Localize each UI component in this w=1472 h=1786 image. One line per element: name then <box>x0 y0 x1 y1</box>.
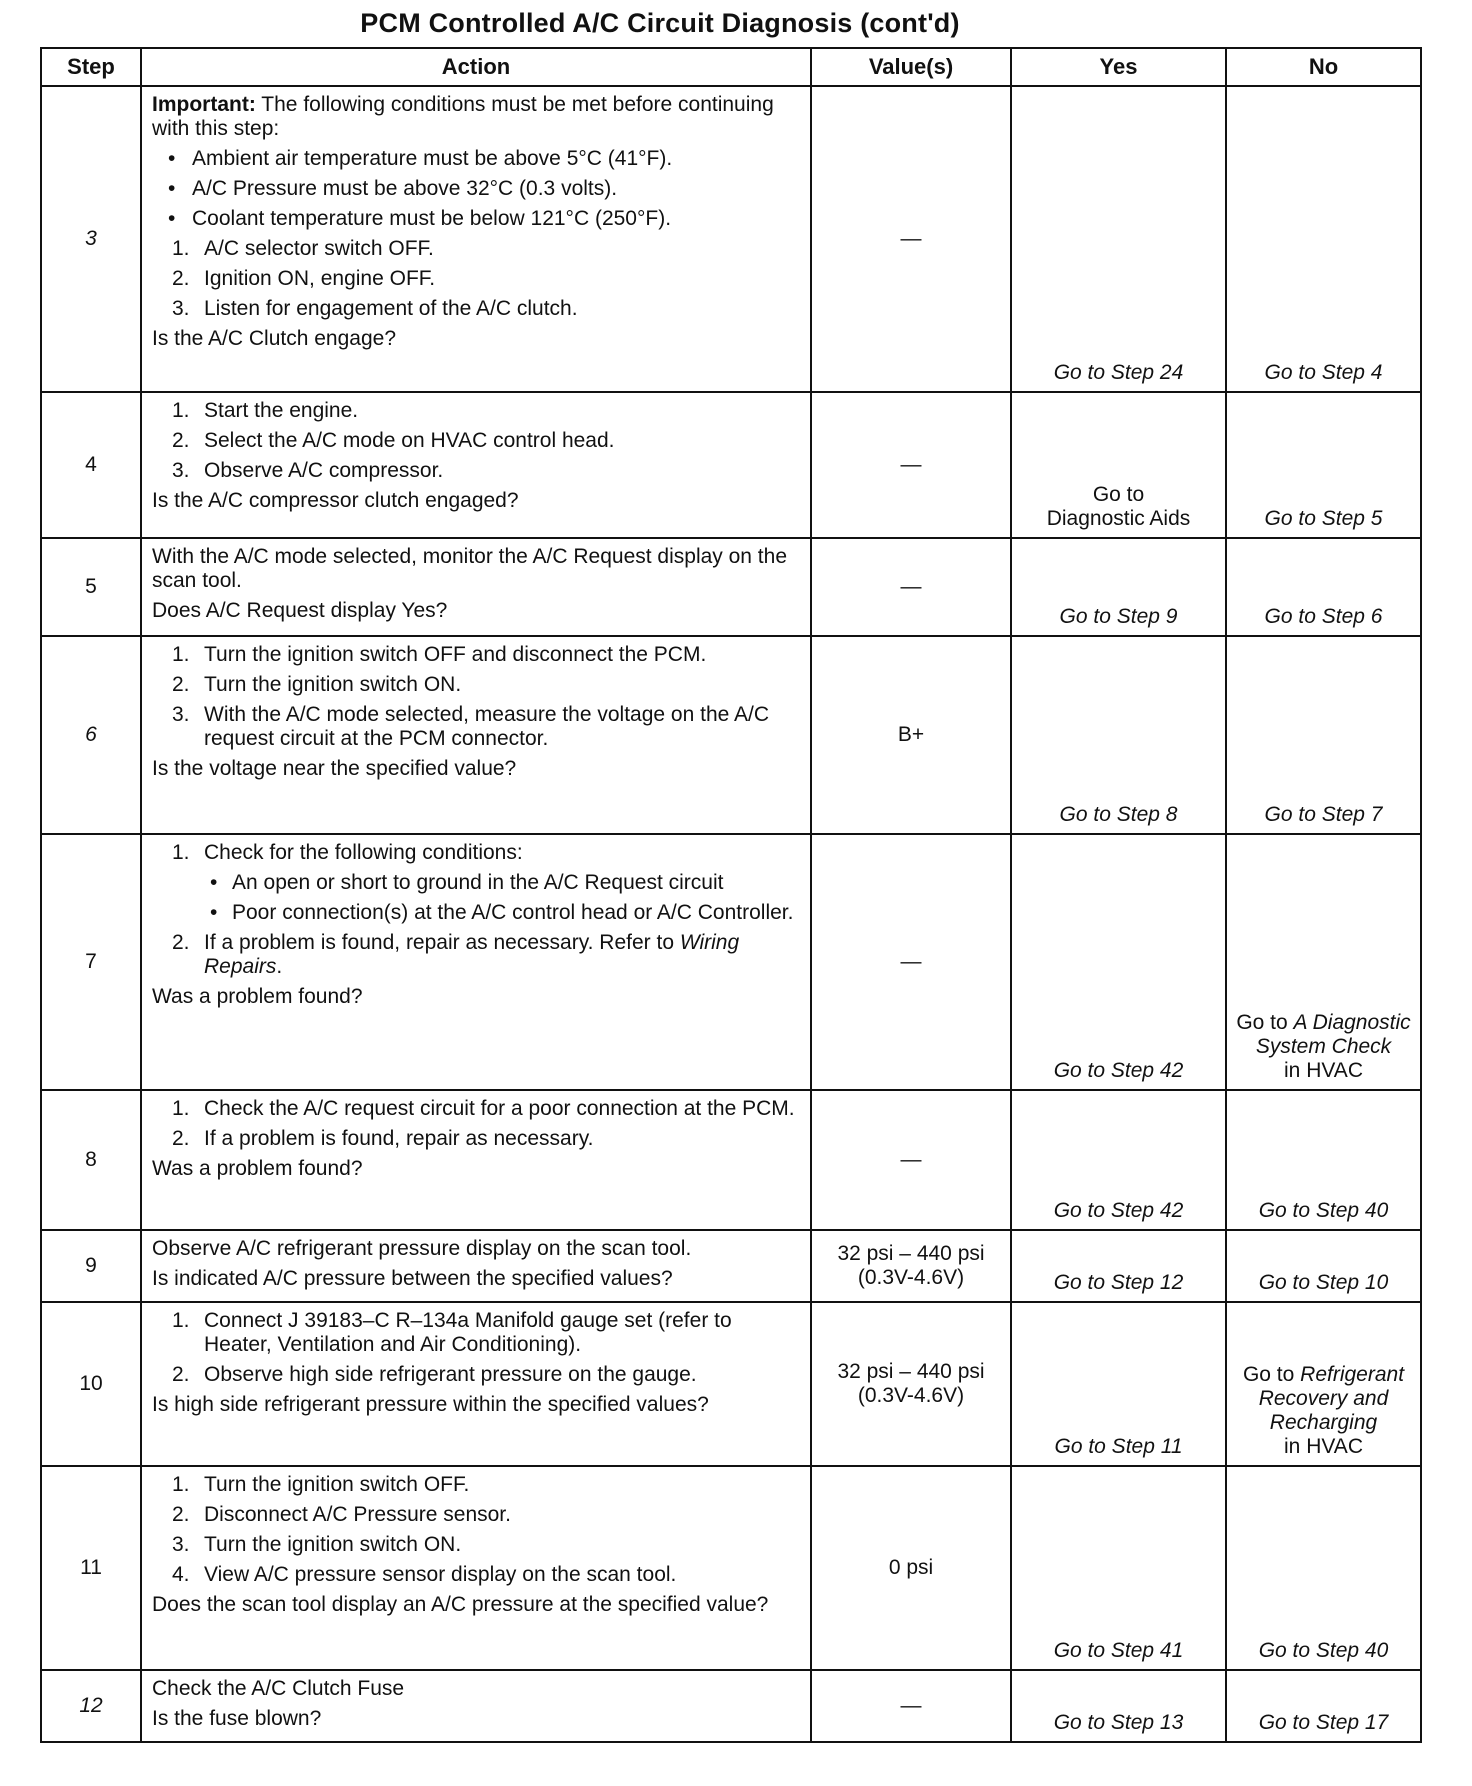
table-row <box>41 1670 1421 1742</box>
value-cell: — <box>811 1090 1011 1230</box>
step-number: 7 <box>41 834 141 1090</box>
question: Does the scan tool display an A/C pressure at the specified value? <box>152 1593 769 1616</box>
important-note <box>152 93 802 141</box>
item-text: Observe high side refrigerant pressure on the gauge. <box>204 1363 697 1386</box>
yes-line: Diagnostic Aids <box>1046 507 1191 530</box>
yes-line: Go to <box>1092 483 1145 506</box>
no-cell: Go to Step 6 <box>1226 538 1421 636</box>
step-number: 9 <box>41 1230 141 1302</box>
value-cell: 0 psi <box>811 1466 1011 1670</box>
value-cell: — <box>811 86 1011 392</box>
yes-cell: Go to Step 11 <box>1011 1302 1226 1466</box>
item-text: If a problem is found, repair as necessary. Refer to <box>204 931 674 954</box>
item-text: Disconnect A/C Pressure sensor. <box>204 1503 511 1526</box>
value-line: 32 psi – 440 psi <box>837 1242 985 1265</box>
value-line: (0.3V-4.6V) <box>857 1266 965 1289</box>
yes-cell: Go to Step 9 <box>1011 538 1226 636</box>
action-cell <box>141 392 811 538</box>
numbered-item: 4. View A/C pressure sensor display on the scan tool. <box>172 1563 677 1586</box>
item-text: With the A/C mode selected, measure the voltage on the A/C request circuit at the PCM connector. <box>204 703 769 750</box>
no-cell: Go to Step 40 <box>1226 1466 1421 1670</box>
numbered-item: 2. Disconnect A/C Pressure sensor. <box>172 1503 511 1526</box>
item-text: Ignition ON, engine OFF. <box>204 267 436 290</box>
item-text: A/C selector switch OFF. <box>204 237 434 260</box>
numbered-item: 1. Check the A/C request circuit for a poor connection at the PCM. <box>172 1097 795 1120</box>
header-action: Action <box>141 48 811 86</box>
condition-bullet: • A/C Pressure must be above 32°C (0.3 volts). <box>168 177 618 200</box>
action-cell <box>141 1090 811 1230</box>
action-cell <box>141 834 811 1090</box>
no-cell <box>1226 834 1421 1090</box>
numbered-item: 2. Turn the ignition switch ON. <box>172 673 462 696</box>
item-text: Select the A/C mode on HVAC control head. <box>204 429 615 452</box>
item-text: Turn the ignition switch ON. <box>204 673 462 696</box>
step-number: 6 <box>41 636 141 834</box>
question: Does A/C Request display Yes? <box>152 599 448 622</box>
no-suffix: in HVAC <box>1284 1435 1363 1458</box>
action-text: With the A/C mode selected, monitor the A/C Request display on the scan tool. <box>152 545 788 592</box>
yes-cell: Go to Step 41 <box>1011 1466 1226 1670</box>
step-number: 8 <box>41 1090 141 1230</box>
no-cell <box>1226 1302 1421 1466</box>
value-line: 32 psi – 440 psi <box>837 1360 985 1383</box>
item-text: Turn the ignition switch ON. <box>204 1533 462 1556</box>
action-text: Check the A/C Clutch Fuse <box>152 1677 405 1700</box>
numbered-item: 2. Ignition ON, engine OFF. <box>172 267 436 290</box>
no-cell: Go to Step 10 <box>1226 1230 1421 1302</box>
yes-cell: Go to Step 42 <box>1011 1090 1226 1230</box>
item-text: Turn the ignition switch OFF and disconnect the PCM. <box>204 643 707 666</box>
no-cell: Go to Step 40 <box>1226 1090 1421 1230</box>
important-text: The following conditions must be met before continuing with this step: <box>152 93 774 140</box>
item-text: Observe A/C compressor. <box>204 459 444 482</box>
step-number: 11 <box>41 1466 141 1670</box>
diagnosis-table <box>40 47 1422 1743</box>
action-cell <box>141 86 811 392</box>
table-row <box>41 1302 1421 1466</box>
yes-cell: Go to Step 12 <box>1011 1230 1226 1302</box>
no-suffix: in HVAC <box>1284 1059 1363 1082</box>
step-number: 10 <box>41 1302 141 1466</box>
numbered-item: 2. Select the A/C mode on HVAC control head. <box>172 429 615 452</box>
numbered-item: 1. A/C selector switch OFF. <box>172 237 434 260</box>
question: Was a problem found? <box>152 985 363 1008</box>
question: Is the fuse blown? <box>152 1707 322 1730</box>
question: Is the voltage near the specified value? <box>152 757 517 780</box>
wiring-repairs-ref: Wiring Repairs <box>204 931 740 978</box>
yes-cell: Go to Step 42 <box>1011 834 1226 1090</box>
numbered-item: 1. Connect J 39183–C R–134a Manifold gauge set (refer to Heater, Ventilation and Air Conditioning). <box>172 1309 802 1357</box>
diagnostic-system-check-ref: A Diagnostic System Check <box>1255 1011 1411 1058</box>
action-cell <box>141 1466 811 1670</box>
item-text: Start the engine. <box>204 399 359 422</box>
value-cell <box>811 1230 1011 1302</box>
item-text: Turn the ignition switch OFF. <box>204 1473 470 1496</box>
value-cell: — <box>811 834 1011 1090</box>
table-row <box>41 1090 1421 1230</box>
condition-bullet: • Coolant temperature must be below 121°C (250°F). <box>168 207 672 230</box>
numbered-item: 3. Observe A/C compressor. <box>172 459 444 482</box>
page-title: PCM Controlled A/C Circuit Diagnosis (cont'd) <box>360 8 960 38</box>
table-row <box>41 1230 1421 1302</box>
action-cell <box>141 538 811 636</box>
no-cell: Go to Step 5 <box>1226 392 1421 538</box>
item-text: Connect J 39183–C R–134a Manifold gauge set (refer to Heater, Ventilation and Air Conditioning). <box>204 1309 732 1356</box>
question: Is high side refrigerant pressure within the specified values? <box>152 1393 709 1416</box>
bullet-text: A/C Pressure must be above 32°C (0.3 volts). <box>192 177 618 200</box>
numbered-item: 1. Start the engine. <box>172 399 359 422</box>
value-cell: — <box>811 538 1011 636</box>
no-prefix: Go to <box>1242 1363 1295 1386</box>
action-cell <box>141 636 811 834</box>
table-row <box>41 1466 1421 1670</box>
numbered-item: 3. With the A/C mode selected, measure the voltage on the A/C request circuit at the PCM connector. <box>172 703 802 751</box>
question: Was a problem found? <box>152 1157 363 1180</box>
no-cell: Go to Step 17 <box>1226 1670 1421 1742</box>
condition-bullet: • Ambient air temperature must be above 5°C (41°F). <box>168 147 673 170</box>
table-row <box>41 86 1421 392</box>
step-number: 3 <box>41 86 141 392</box>
important-label: Important: <box>152 93 256 116</box>
table-row <box>41 636 1421 834</box>
action-cell <box>141 1670 811 1742</box>
item-text: Check for the following conditions: <box>204 841 523 864</box>
question: Is the A/C compressor clutch engaged? <box>152 489 519 512</box>
yes-cell <box>1011 392 1226 538</box>
yes-cell: Go to Step 24 <box>1011 86 1226 392</box>
numbered-item: 3. Listen for engagement of the A/C clutch. <box>172 297 578 320</box>
value-cell: — <box>811 1670 1011 1742</box>
question: Is the A/C Clutch engage? <box>152 327 396 350</box>
refrigerant-recovery-ref: Refrigerant Recovery and Recharging <box>1258 1363 1405 1434</box>
value-line: (0.3V-4.6V) <box>857 1384 965 1407</box>
header-no: No <box>1226 48 1421 86</box>
no-prefix: Go to <box>1236 1011 1288 1034</box>
table-row <box>41 392 1421 538</box>
header-yes: Yes <box>1011 48 1226 86</box>
action-text: Observe A/C refrigerant pressure display on the scan tool. <box>152 1237 692 1260</box>
table-row <box>41 834 1421 1090</box>
bullet-text: An open or short to ground in the A/C Request circuit <box>232 871 724 894</box>
value-cell <box>811 1302 1011 1466</box>
value-cell: B+ <box>811 636 1011 834</box>
sub-bullet: • An open or short to ground in the A/C Request circuit <box>210 871 724 894</box>
numbered-item: 2. Observe high side refrigerant pressure on the gauge. <box>172 1363 697 1386</box>
header-step: Step <box>41 48 141 86</box>
no-cell: Go to Step 7 <box>1226 636 1421 834</box>
yes-cell: Go to Step 8 <box>1011 636 1226 834</box>
numbered-item: 3. Turn the ignition switch ON. <box>172 1533 462 1556</box>
header-row <box>41 48 1421 86</box>
bullet-text: Poor connection(s) at the A/C control head or A/C Controller. <box>232 901 794 924</box>
item-text: If a problem is found, repair as necessary. <box>204 1127 594 1150</box>
action-cell <box>141 1302 811 1466</box>
item-text: Check the A/C request circuit for a poor connection at the PCM. <box>204 1097 795 1120</box>
item-text: Listen for engagement of the A/C clutch. <box>204 297 578 320</box>
numbered-item: 1. Check for the following conditions: <box>172 841 523 864</box>
no-cell: Go to Step 4 <box>1226 86 1421 392</box>
step-number: 5 <box>41 538 141 636</box>
sub-bullet: • Poor connection(s) at the A/C control head or A/C Controller. <box>210 901 794 924</box>
value-cell: — <box>811 392 1011 538</box>
numbered-item: 1. Turn the ignition switch OFF. <box>172 1473 470 1496</box>
numbered-item: 1. Turn the ignition switch OFF and disconnect the PCM. <box>172 643 707 666</box>
action-cell <box>141 1230 811 1302</box>
numbered-item: 2. If a problem is found, repair as necessary. <box>172 1127 594 1150</box>
table-row <box>41 538 1421 636</box>
yes-cell: Go to Step 13 <box>1011 1670 1226 1742</box>
header-values: Value(s) <box>811 48 1011 86</box>
step-number: 12 <box>41 1670 141 1742</box>
bullet-text: Coolant temperature must be below 121°C (250°F). <box>192 207 672 230</box>
step-number: 4 <box>41 392 141 538</box>
item-text: View A/C pressure sensor display on the scan tool. <box>204 1563 677 1586</box>
numbered-item: 2. If a problem is found, repair as necessary. Refer to Wiring Repairs. <box>172 931 740 978</box>
bullet-text: Ambient air temperature must be above 5°C (41°F). <box>192 147 673 170</box>
question: Is indicated A/C pressure between the specified values? <box>152 1267 673 1290</box>
